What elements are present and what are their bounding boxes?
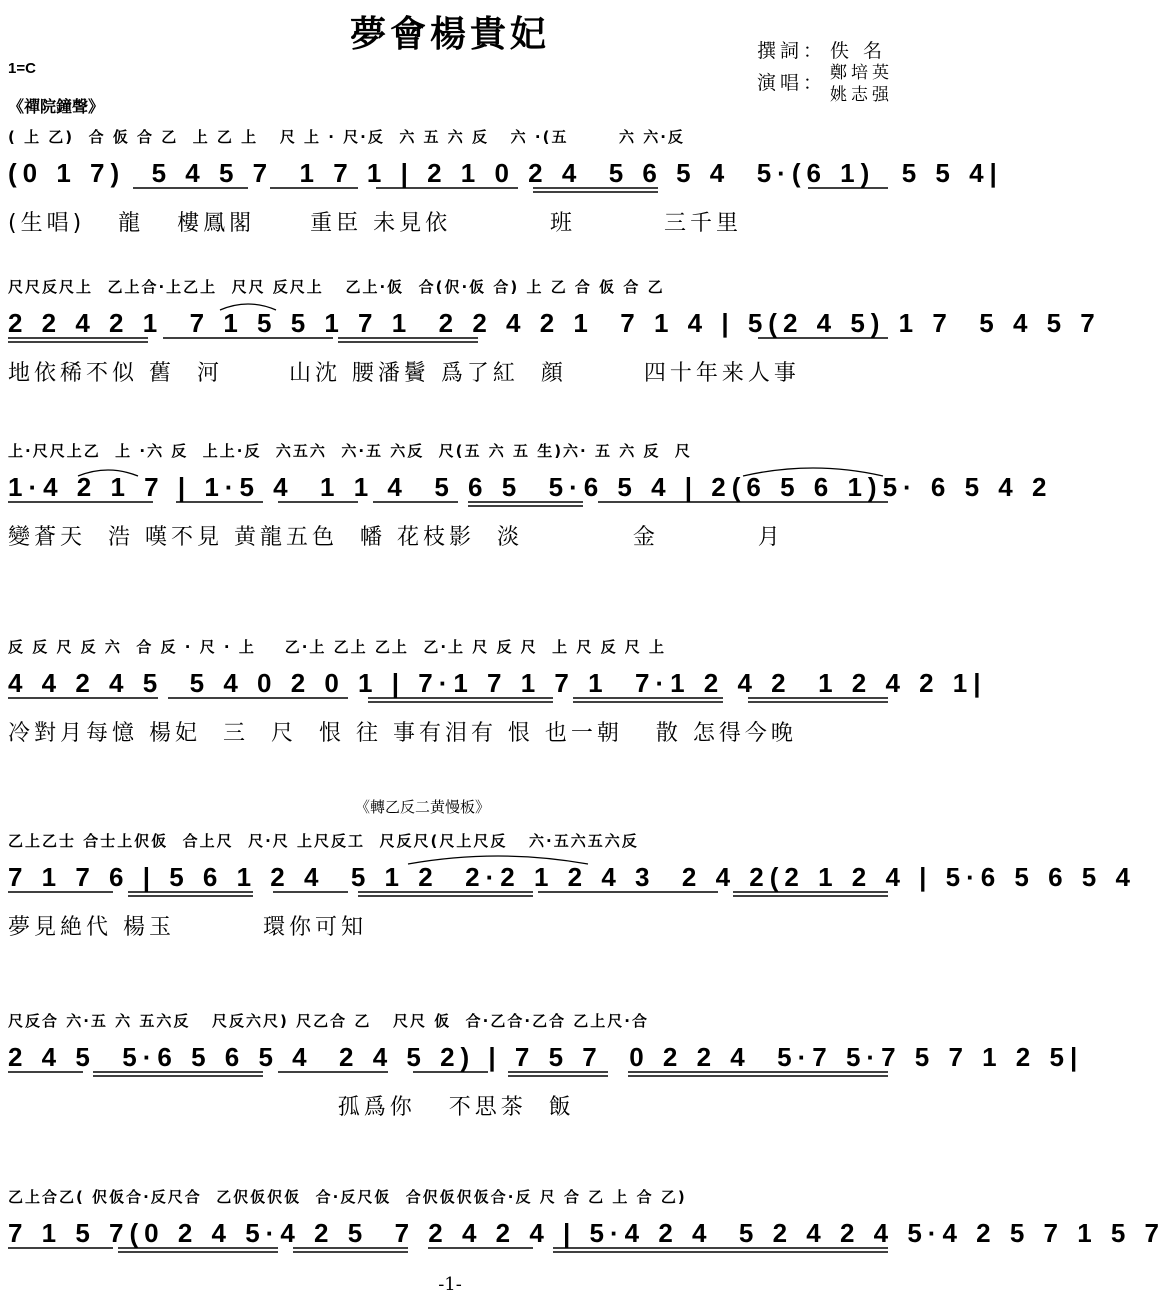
beam-and-slur-marks: [8, 126, 1003, 276]
gongche-line: 反 反 尺 反 六 合 反 · 尺 · 上 乙·上 乙上 乙上 乙·上 尺 反 尺 上 尺 反 尺 上: [8, 638, 667, 656]
lyricist-label: 撰詞：: [757, 40, 827, 62]
numbered-notation-line: 1·4 2 1 7 | 1·5 4 1 1 4 5 6 5 5·6 5 4 | 2(6 5 6 1)5· 6 5 4 2: [8, 472, 1053, 502]
lyrics-line: (生唱) 龍 樓鳳閣 重臣 未見依 班 三千里: [8, 211, 742, 236]
score-system-4: [8, 636, 987, 786]
gongche-line: 尺尺反尺上 乙上合·上乙上 尺尺 反尺上 乙上·仮 合(伬·仮 合) 上 乙 合 仮 合 乙: [8, 278, 665, 296]
score-system-3: [8, 440, 1053, 590]
gongche-line: 乙上合乙( 伬仮合·反尺合 乙伬仮伬仮 合·反尺仮 合伬仮伬仮合·反 尺 合 乙 上 合 乙): [8, 1188, 687, 1206]
lyrics-line: 地依稀不似 舊 河 山沈 腰潘鬢 爲了紅 顔 四十年来人事: [8, 361, 800, 386]
score-system-2: [8, 276, 1101, 426]
intro-tune-label: 《禪院鐘聲》: [8, 97, 105, 116]
modulation-label: 《轉乙反二黄慢板》: [355, 798, 491, 816]
beam-and-slur-marks: [8, 636, 987, 786]
numbered-notation-line: 4 4 2 4 5 5 4 0 2 0 1 | 7·1 7 1 7 1 7·1 2 4 2 1 2 4 2 1|: [8, 668, 987, 698]
beam-and-slur-marks: [8, 1010, 1084, 1160]
lyricist: 佚 名: [830, 40, 887, 62]
page-title: 夢會楊貴妃: [349, 14, 550, 55]
numbered-notation-line: 7 1 5 7(0 2 4 5·4 2 5 7 2 4 2 4 | 5·4 2 4 5 2 4 2 4 5·4 2 5 7 1 5 7: [8, 1218, 1165, 1248]
beam-and-slur-marks: [8, 276, 1101, 426]
lyrics-line: 孤爲你 不思茶 飯: [8, 1095, 575, 1120]
numbered-notation-line: 7 1 7 6 | 5 6 1 2 4 5 1 2 2·2 1 2 4 3 2 4 2(2 1 2 4 | 5·6 5 6 5 4: [8, 862, 1136, 892]
lyrics-line: 變蒼天 浩 嘆不見 黄龍五色 幡 花枝影 淡 金 月: [8, 525, 784, 550]
score-system-6: [8, 1010, 1084, 1160]
gongche-line: ( 上 乙) 合 仮 合 乙 上 乙 上 尺 上 · 尺·反 六 五 六 反 六 ·(五 六 六·反: [8, 128, 685, 146]
numbered-notation-line: 2 4 5 5·6 5 6 5 4 2 4 5 2) | 7 5 7 0 2 2 4 5·7 5·7 5 7 1 2 5|: [8, 1042, 1084, 1072]
lyrics-line: 冷對月每憶 楊妃 三 尺 恨 往 事有泪有 恨 也一朝 散 怎得今晚: [8, 721, 797, 746]
numbered-notation-line: (0 1 7) 5 4 5 7 1 7 1 | 2 1 0 2 4 5 6 5 4 5·(6 1) 5 5 4|: [8, 158, 1003, 188]
gongche-line: 上·尺尺上乙 上 ·六 反 上上·反 六五六 六·五 六反 尺(五 六 五 生)六· 五 六 反 尺: [8, 442, 692, 460]
singer-1: 鄭培英: [830, 63, 893, 83]
lyrics-line: 夢見絶代 楊玉 環你可知: [8, 915, 367, 940]
beam-and-slur-marks: [8, 830, 1136, 980]
key-signature: 1=C: [8, 60, 36, 77]
singer-2: 姚志强: [830, 85, 893, 105]
numbered-notation-line: 2 2 4 2 1 7 1 5 5 1 7 1 2 2 4 2 1 7 1 4 | 5(2 4 5) 1 7 5 4 5 7: [8, 308, 1101, 338]
gongche-line: 尺反合 六·五 六 五六反 尺反六尺) 尺乙合 乙 尺尺 仮 合·乙合·乙合 乙上尺·合: [8, 1012, 649, 1030]
score-system-1: [8, 126, 1003, 276]
gongche-line: 乙上乙士 合士上伬仮 合上尺 尺·尺 上尺反工 尺反尺(尺上尺反 六·五六五六反: [8, 832, 639, 850]
score-system-7: [8, 1186, 1165, 1274]
singer-label: 演唱：: [757, 72, 827, 94]
beam-and-slur-marks: [8, 440, 1053, 590]
page-number: -1-: [438, 1274, 462, 1295]
score-system-5: [8, 830, 1136, 980]
